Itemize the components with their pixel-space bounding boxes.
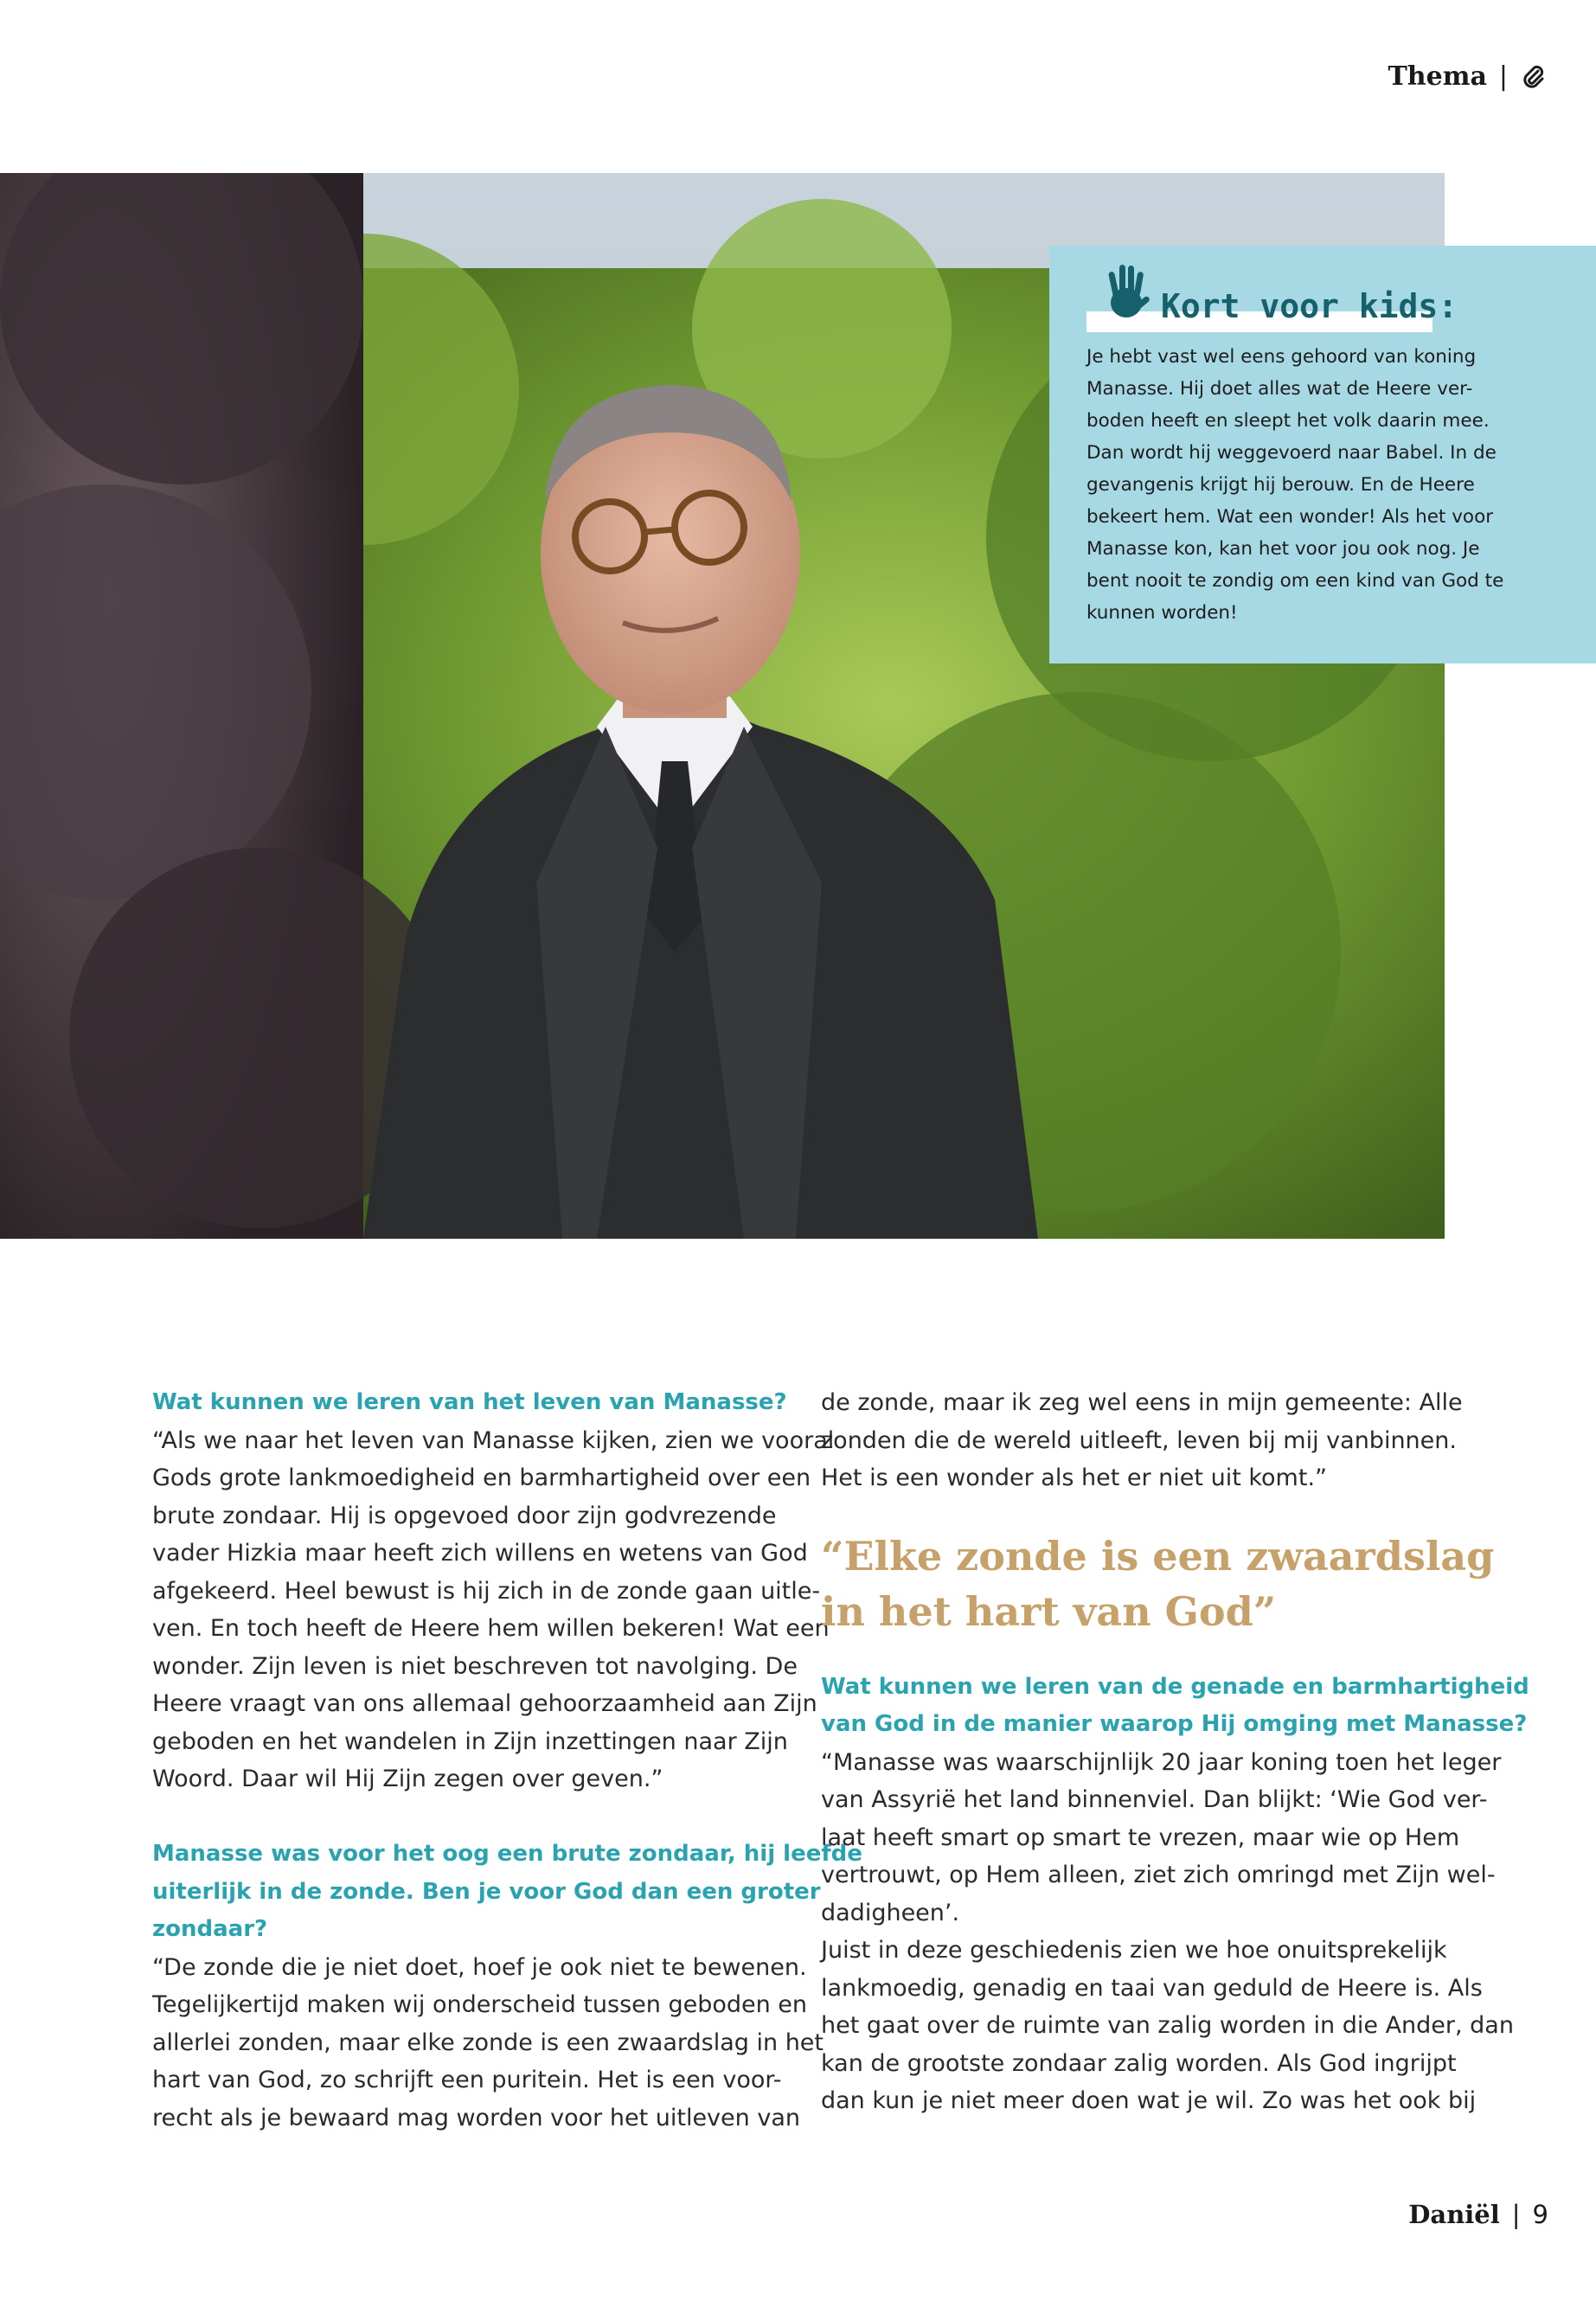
page-footer xyxy=(1408,2200,1548,2229)
answer-paragraph xyxy=(821,1744,1514,2120)
text-line: Gods grote lankmoedigheid en barmhartigheid over een xyxy=(152,1465,811,1491)
text-line: laat heeft smart op smart te vrezen, maar wie op Hem xyxy=(821,1823,1460,1851)
question-heading xyxy=(152,1836,862,1949)
kids-line: bent nooit te zondig om een kind van God te xyxy=(1086,570,1504,592)
section-label: Thema xyxy=(1388,61,1487,92)
kids-box-title: Kort voor kids: xyxy=(1161,287,1458,325)
text-line: “Als we naar het leven van Manasse kijken, zien we vooral xyxy=(152,1426,835,1454)
kids-line: boden heeft en sleept het volk daarin mee. xyxy=(1086,410,1490,432)
text-line: geboden en het wandelen in Zijn inzettingen naar Zijn xyxy=(152,1727,788,1755)
magazine-name: Daniël xyxy=(1408,2200,1500,2229)
kids-line: bekeert hem. Wat een wonder! Als het voor xyxy=(1086,506,1494,528)
text-line: lankmoedig, genadig en taai van geduld de Heere is. Als xyxy=(821,1974,1483,2002)
article-right-column xyxy=(821,1384,1529,2120)
hand-print-icon xyxy=(1100,261,1152,325)
text-line: brute zondaar. Hij is opgevoed door zijn godvrezende xyxy=(152,1502,777,1529)
text-line: zonden die de wereld uitleeft, leven bij mij vanbinnen. xyxy=(821,1426,1457,1454)
kids-line: Manasse. Hij doet alles wat de Heere ver- xyxy=(1086,378,1473,400)
text-line: dan kun je niet meer doen wat je wil. Zo was het ook bij xyxy=(821,2087,1477,2114)
text-line: vertrouwt, op Hem alleen, ziet zich omringd met Zijn wel- xyxy=(821,1862,1496,1888)
question-line: uiterlijk in de zonde. Ben je voor God dan een groter xyxy=(152,1878,821,1905)
text-line: recht als je bewaard mag worden voor het uitleven van xyxy=(152,2104,800,2131)
text-line: Heere vraagt van ons allemaal gehoorzaamheid aan Zijn xyxy=(152,1690,817,1717)
pull-quote-line: in het hart van God” xyxy=(821,1587,1277,1635)
text-line: hart van God, zo schrijft een puritein. Het is een voor- xyxy=(152,2067,782,2093)
pull-quote xyxy=(821,1529,1495,1639)
question-line: Manasse was voor het oog een brute zondaar, hij leefde xyxy=(152,1841,862,1867)
text-line: “De zonde die je niet doet, hoef je ook niet te bewenen. xyxy=(152,1953,807,1981)
kids-box-text xyxy=(1086,341,1561,629)
text-line: de zonde, maar ik zeg wel eens in mijn gemeente: Alle xyxy=(821,1389,1463,1416)
question-line: Wat kunnen we leren van de genade en barmhartigheid xyxy=(821,1673,1529,1700)
kids-line: Dan wordt hij weggevoerd naar Babel. In de xyxy=(1086,442,1497,464)
text-line: kan de grootste zondaar zalig worden. Als God ingrijpt xyxy=(821,2049,1457,2077)
answer-paragraph xyxy=(821,1384,1461,1497)
text-line: afgekeerd. Heel bewust is hij zich in de zonde gaan uitle- xyxy=(152,1577,821,1605)
text-line: van Assyrië het land binnenviel. Dan blijkt: ‘Wie God ver- xyxy=(821,1786,1488,1813)
kids-line: gevangenis krijgt hij berouw. En de Heere xyxy=(1086,474,1475,496)
text-line: Woord. Daar wil Hij Zijn zegen over geven.” xyxy=(152,1766,663,1792)
page-header xyxy=(1388,55,1546,97)
answer-paragraph xyxy=(152,1949,824,2138)
kids-box xyxy=(1049,246,1596,663)
page-number: 9 xyxy=(1532,2200,1548,2229)
text-line: wonder. Zijn leven is niet beschreven tot navolging. De xyxy=(152,1652,798,1680)
question-heading: Wat kunnen we leren van het leven van Manasse? xyxy=(152,1389,787,1415)
article-left-column xyxy=(152,1384,862,2137)
question-heading xyxy=(821,1669,1529,1744)
text-line: Juist in deze geschiedenis zien we hoe onuitsprekelijk xyxy=(821,1937,1447,1964)
text-line: vader Hizkia maar heeft zich willens en wetens van God xyxy=(152,1540,808,1567)
text-line: Het is een wonder als het er niet uit komt.” xyxy=(821,1465,1328,1491)
kids-line: Manasse kon, kan het voor jou ook nog. Je xyxy=(1086,538,1480,560)
header-separator: | xyxy=(1498,61,1508,92)
text-line: het gaat over de ruimte van zalig worden in die Ander, dan xyxy=(821,2012,1514,2039)
kids-line: kunnen worden! xyxy=(1086,602,1238,624)
paperclip-icon xyxy=(1520,63,1546,89)
answer-paragraph xyxy=(152,1422,835,1798)
text-line: “Manasse was waarschijnlijk 20 jaar koning toen het leger xyxy=(821,1748,1502,1776)
text-line: ven. En toch heeft de Heere hem willen bekeren! Wat een xyxy=(152,1615,830,1642)
text-line: allerlei zonden, maar elke zonde is een zwaardslag in het xyxy=(152,2029,824,2056)
question-line: van God in de manier waarop Hij omging met Manasse? xyxy=(821,1711,1528,1737)
kids-line: Je hebt vast wel eens gehoord van koning xyxy=(1086,346,1477,368)
footer-separator: | xyxy=(1511,2200,1521,2229)
question-line: zondaar? xyxy=(152,1916,268,1942)
kids-box-header xyxy=(1086,261,1561,330)
text-line: dadigheen’. xyxy=(821,1899,960,1926)
text-line: Tegelijkertijd maken wij onderscheid tussen geboden en xyxy=(152,1991,808,2018)
pull-quote-line: “Elke zonde is een zwaardslag xyxy=(821,1532,1495,1580)
